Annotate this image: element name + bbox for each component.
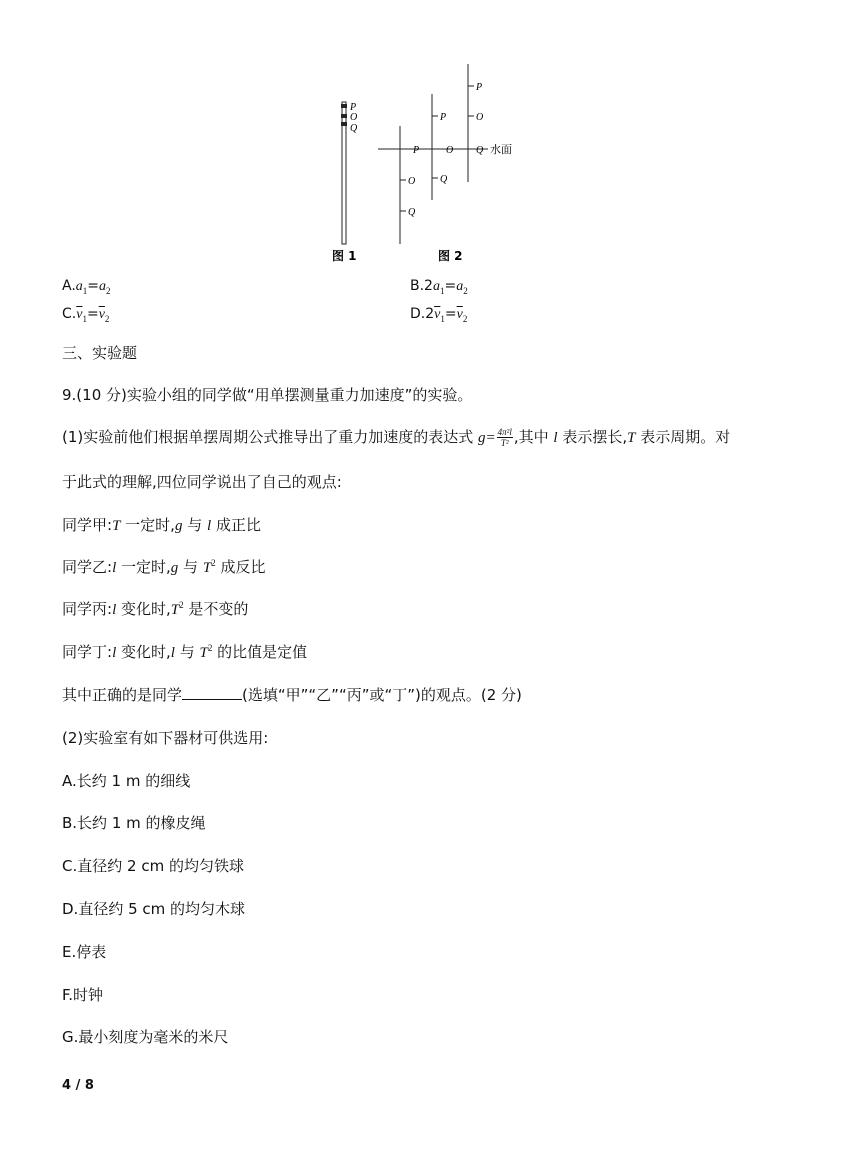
material-e: E.停表 [62,943,107,961]
svg-text:O: O [446,145,454,156]
material-d: D.直径约 5 cm 的均匀木球 [62,900,246,918]
svg-text:P: P [476,82,483,93]
svg-text:Q: Q [440,174,448,185]
answer-blank[interactable] [182,687,242,700]
fig2-caption: 图 2 [438,249,463,263]
page-number: 4 / 8 [62,1078,94,1093]
q9-answer-line: 其中正确的是同学 (选填“甲”“乙”“丙”或“丁”)的观点。(2 分) [62,686,522,704]
material-g: G.最小刻度为毫米的米尺 [62,1028,229,1046]
fig1-caption: 图 1 [332,249,357,263]
option-b: $B.2a_1=a_2$ [410,278,468,296]
svg-text:Q: Q [408,207,416,218]
water-label: 水面 [490,143,512,156]
material-c: C.直径约 2 cm 的均匀铁球 [62,857,244,875]
student-ding: 同学丁:l 变化时,l 与 $T^2$ 的比值是定值 [62,643,308,661]
gravity-formula-fraction: $\frac{\text{4π²l}}{\text{T²}}$ [497,427,512,448]
option-d: $D.2\overline{v}_1=\overline{v}_2$ [410,306,468,324]
option-a: $A.a_1=a_2$ [62,278,111,296]
svg-text:P: P [413,145,420,156]
fig1-label-o: O [350,112,358,123]
material-f: F.时钟 [62,986,103,1004]
figure-svg [320,60,550,270]
student-bing: 同学丙:l 变化时$,T^2$ 是不变的 [62,600,249,618]
section-title: 三、实验题 [62,344,138,362]
svg-text:Q: Q [476,145,484,156]
fig1-label-p: P [350,102,357,113]
q9-part1-line2: 于此式的理解,四位同学说出了自己的观点: [62,473,342,491]
svg-text:O: O [408,176,416,187]
material-b: B.长约 1 m 的橡皮绳 [62,814,206,832]
svg-text:O: O [476,112,484,123]
q9-part1-line1: (1)实验前他们根据单摆周期公式推导出了重力加速度的表达式 g= $\frac{\text{4π²l}}{\text{T²}}$ ,其中 l 表示摆长,T 表示周期。对 [62,427,731,448]
student-yi: 同学乙:l 一定时,g 与 $T^2$ 成反比 [62,558,266,576]
q9-part2-intro: (2)实验室有如下器材可供选用: [62,729,269,747]
material-a: A.长约 1 m 的细线 [62,772,191,790]
svg-text:P: P [440,112,447,123]
pendulum-water-figure [320,60,550,270]
student-jia: 同学甲:T 一定时,g 与 l 成正比 [62,516,261,534]
q9-heading: 9.(10 分)实验小组的同学做“用单摆测量重力加速度”的实验。 [62,386,473,404]
fig1-label-q: Q [350,123,358,134]
option-c: $C.\overline{v}_1=\overline{v}_2$ [62,306,110,324]
